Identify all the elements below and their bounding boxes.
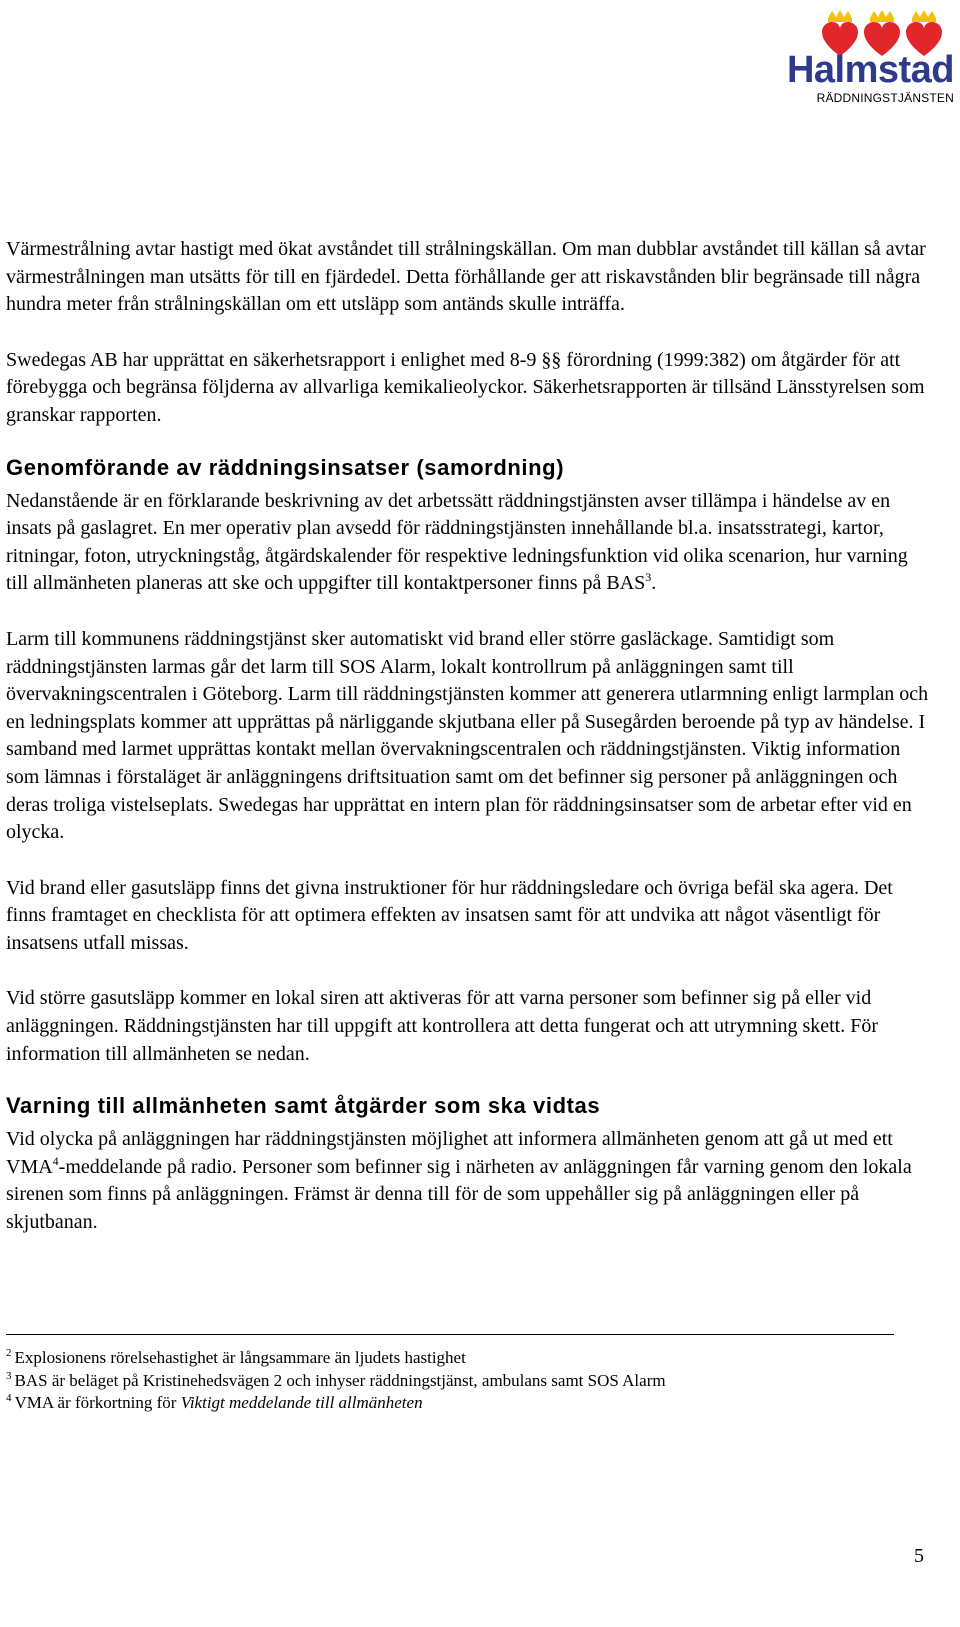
- paragraph-fire-instructions: Vid brand eller gasutsläpp finns det givna instruktioner för hur räddningsledare och övriga befäl ska agera. Det finns framtaget en checklista för att optimera effekten av insatsen samt för att undvika att något väsentligt för insatsens utfall missas.: [6, 876, 893, 954]
- footnote-4: $^4$ VMA är förkortning för Viktigt meddelande till allmänheten: [6, 1392, 423, 1412]
- paragraph-vma: Vid olycka på anläggningen har räddningstjänsten möjlighet att informera allmänheten genom att gå ut med ett VMA$^4$-meddelande på radio. Personer som befinner sig i närheten av anläggningen får varning genom den lokala sirenen som finns på anläggningen. Främst är denna till för de som uppehåller sig på anläggningen eller på skjutbanan.: [6, 1128, 912, 1234]
- section-heading-public-warning: Varning till allmänheten samt åtgärder som ska vidtas: [6, 1093, 601, 1119]
- paragraph-operational-plan: Nedanstående är en förklarande beskrivning av det arbetssätt räddningstjänsten avser tillämpa i händelse av en insats på gaslagret. En mer operativ plan avsedd för räddningstjänsten innehållande bl.a. insatsstrategi, kartor, ritningar, foton, utryckningståg, åtgärdskalender för respektive ledningsfunktion vid olika scenarion, hur varning till allmänheten planeras att ske och uppgifter till kontaktpersoner finns på BAS$^3$.: [6, 489, 908, 595]
- page-number: 5: [914, 1545, 924, 1567]
- footnote-2: $^2$ Explosionens rörelsehastighet är långsammare än ljudets hastighet: [6, 1347, 466, 1367]
- paragraph-siren: Vid större gasutsläpp kommer en lokal siren att aktiveras för att varna personer som befinner sig på eller vid anläggningen. Räddningstjänsten har till uppgift att kontrollera att detta fungerat och att utrymning skett. För information till allmänheten se nedan.: [6, 987, 879, 1065]
- footnote-ref-4: 4: [52, 1153, 59, 1168]
- halmstad-logo: [776, 8, 954, 104]
- footnote-3: $^3$ BAS är beläget på Kristinehedsvägen 2 och inhyser räddningstjänst, ambulans samt SOS Alarm: [6, 1369, 666, 1390]
- paragraph-heat-radiation: Värmestrålning avtar hastigt med ökat avståndet till strålningskällan. Om man dubblar avståndet till källan så avtar värmestrålningen man utsätts för till en fjärdedel. Detta förhållande ger att riskavstånden blir begränsade till några hundra meter från strålningskällan om ett utsläpp som antänds skulle inträffa.: [6, 238, 926, 316]
- footnote-ref-3: 3: [645, 570, 652, 585]
- section-heading-rescue-operations: Genomförande av räddningsinsatser (samordning): [6, 454, 565, 480]
- paragraph-alarm: Larm till kommunens räddningstjänst sker automatiskt vid brand eller större gasläckage. Samtidigt som räddningstjänsten larmas går det larm till SOS Alarm, lokalt kontrollrum på anläggningen samt till övervakningscentralen i Göteborg. Larm till räddningstjänsten kommer att generera utlarmning enligt larmplan och en ledningsplats kommer att upprättas på närliggande skjutbana eller på Susegården beroende på typ av händelse. I samband med larmet upprättas kontakt mellan övervakningscentralen och räddningstjänsten. Viktig information som lämnas i förstaläget är anläggningens driftsituation samt om det befinner sig personer på anläggningen och deras troliga vistelseplats. Swedegas har upprättat en intern plan för räddningsinsatser som de arbetar efter vid en olycka.: [6, 627, 929, 844]
- document-body: [6, 236, 931, 1265]
- paragraph-safety-report: Swedegas AB har upprättat en säkerhetsrapport i enlighet med 8-9 §§ förordning (1999:382) om åtgärder för att förebygga och begränsa följderna av allvarliga kemikalieolyckor. Säkerhetsrapporten är tillsänd Länsstyrelsen som granskar rapporten.: [6, 348, 925, 426]
- logo-wordmark: Halmstad: [786, 49, 954, 91]
- footnotes: [6, 1334, 894, 1415]
- logo-subtitle: RÄDDNINGSTJÄNSTEN: [816, 91, 954, 105]
